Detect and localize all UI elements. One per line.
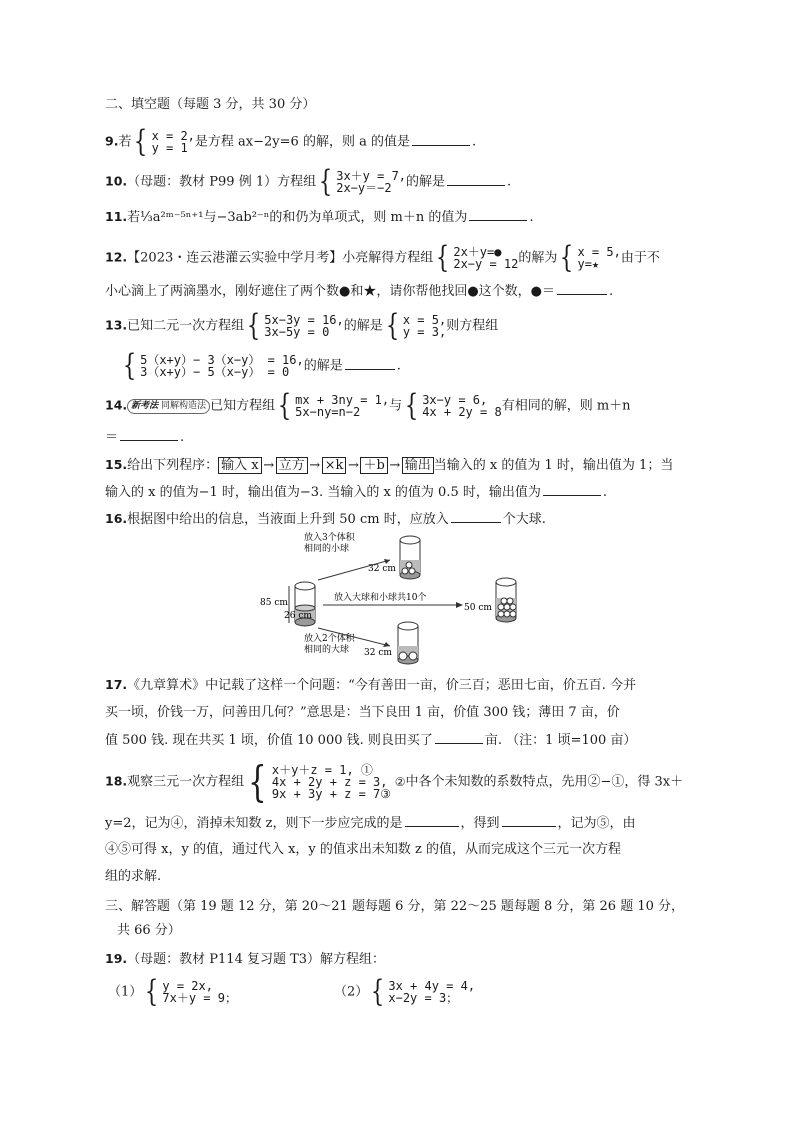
question-12-line2: 小心滴上了两滴墨水，刚好遮住了两个数●和★，请你帮他找回●这个数，●＝ .	[105, 284, 614, 299]
equation-system: { 3x＋y = 7, 2x−y＝−2	[318, 164, 407, 199]
program-box-output: 输出	[402, 457, 434, 474]
answer-blank[interactable]	[435, 731, 483, 744]
svg-text:放入大球和小球共10个: 放入大球和小球共10个	[334, 593, 427, 603]
question-18-line3: ④⑤可得 x，y 的值，通过代入 x，y 的值求出未知数 z 的值，从而完成这个三元一次方程	[105, 842, 621, 857]
question-14: 14. 新考法 同解构造法 已知方程组 { mx + 3ny = 1, 5x−ny=n−2 与 { 3x−y = 6, 4x + 2y = 8 有相同的解，则 m＋n	[105, 388, 631, 423]
label-85cm: 85 cm	[260, 598, 288, 608]
question-16: 16.根据图中给出的信息，当液面上升到 50 cm 时，应放入 个大球.	[105, 511, 546, 527]
question-18: 18.观察三元一次方程组 { x＋y＋z = 1, ① 4x + 2y + z = 3, ② 9x + 3y + z = 7③ 中各个未知数的系数特点，先用②−①，得 3x＋	[105, 757, 684, 806]
question-12: 12.【2023・连云港灌云实验中学月考】小亮解得方程组 { 2x＋y=● 2x−y = 12 的解为 { x = 5, y=★ 由于不	[105, 240, 660, 275]
program-box-plus-b: ＋b	[360, 457, 387, 474]
answer-blank[interactable]	[405, 814, 459, 827]
question-14-line2: ＝ .	[105, 430, 185, 445]
question-11: 11.若⅓a²ᵐ⁻⁵ⁿ⁺¹与−3ab²⁻ⁿ的和仍为单项式，则 m＋n 的值为 .	[105, 209, 534, 225]
svg-text:相同的小球: 相同的小球	[304, 544, 350, 554]
answer-blank[interactable]	[412, 133, 470, 146]
answer-blank[interactable]	[543, 483, 601, 496]
equation-system: { x = 2, y = 1	[134, 124, 195, 159]
bottom-cylinder	[398, 622, 418, 664]
question-15-line2: 输入的 x 的值为−1 时，输出值为−3. 当输入的 x 的值为 0.5 时，输出值为 .	[105, 485, 607, 500]
svg-text:放入2个体积: 放入2个体积	[304, 634, 355, 644]
question-17: 17.《九章算术》中记载了这样一个问题：“今有善田一亩，价三百；恶田七亩，价五百. 今并	[105, 677, 637, 693]
svg-text:相同的大球: 相同的大球	[304, 645, 350, 655]
answer-blank[interactable]	[502, 814, 556, 827]
question-19: 19.（母题：教材 P114 复习题 T3）解方程组：	[105, 951, 386, 967]
question-17-line3: 值 500 钱. 现在共买 1 顷，价值 10 000 钱. 则良田买了 亩. （注：1 顷=100 亩）	[105, 733, 637, 748]
new-method-badge: 新考法 同解构造法	[127, 399, 210, 414]
question-18-line4: 组的求解.	[105, 869, 162, 884]
question-18-line2: y=2，记为④，消掉未知数 z，则下一步应完成的是 ，得到 ，记为⑤，由	[105, 816, 636, 831]
answer-blank[interactable]	[345, 357, 395, 370]
section-3-heading: 三、解答题（第 19 题 12 分，第 20～21 题每题 6 分，第 22～25 题每题 8 分，第 26 题 10 分，	[105, 899, 684, 914]
program-box-input: 输入 x	[218, 457, 261, 474]
question-13-line2: { 5（x+y）− 3（x−y） = 16, 3（x+y）− 5（x−y） = 0 的解是 .	[122, 348, 401, 383]
svg-text:50 cm: 50 cm	[464, 603, 492, 613]
question-19-part1: （1） { y = 2x, 7x＋y = 9；	[108, 974, 237, 1009]
right-cylinder	[496, 578, 516, 622]
question-10: 10.（母题：教材 P99 例 1）方程组 { 3x＋y = 7, 2x−y＝−2 的解是 .	[105, 164, 512, 199]
question-9: 9.若 { x = 2, y = 1 是方程 ax−2y=6 的解，则 a 的值是 .	[105, 124, 477, 159]
question-number: 9.	[105, 133, 119, 149]
answer-blank[interactable]	[451, 510, 501, 523]
svg-text:32 cm: 32 cm	[368, 564, 396, 574]
answer-blank[interactable]	[557, 282, 607, 295]
question-19-part2: （2） { 3x + 4y = 4, x−2y = 3；	[334, 974, 476, 1009]
top-cylinder	[400, 536, 420, 579]
svg-text:放入3个体积: 放入3个体积	[304, 533, 355, 543]
svg-text:32 cm: 32 cm	[364, 648, 392, 658]
program-box-times-k: ×k	[322, 457, 347, 474]
program-box-cube: 立方	[276, 457, 308, 474]
cylinder-figure	[258, 530, 538, 668]
question-13: 13.已知二元一次方程组 { 5x−3y = 16, 3x−5y = 0 的解是 { x = 5, y = 3, 则方程组	[105, 308, 499, 343]
question-15: 15.给出下列程序： 输入 x → 立方 → ×k → ＋b → 输出 当输入的 x 的值为 1 时，输出值为 1；当	[105, 457, 674, 473]
section-3-heading-line2: 共 66 分）	[117, 923, 181, 938]
answer-blank[interactable]	[447, 173, 505, 186]
answer-blank[interactable]	[469, 208, 527, 221]
question-17-line2: 买一顷，价钱一万，问善田几何？”意思是：当下良田 1 亩，价值 300 钱；薄田 7 亩，价	[105, 705, 620, 720]
label-26cm: 26 cm	[284, 611, 312, 621]
section-2-heading: 二、填空题（每题 3 分，共 30 分）	[105, 97, 316, 112]
answer-blank[interactable]	[120, 428, 178, 441]
